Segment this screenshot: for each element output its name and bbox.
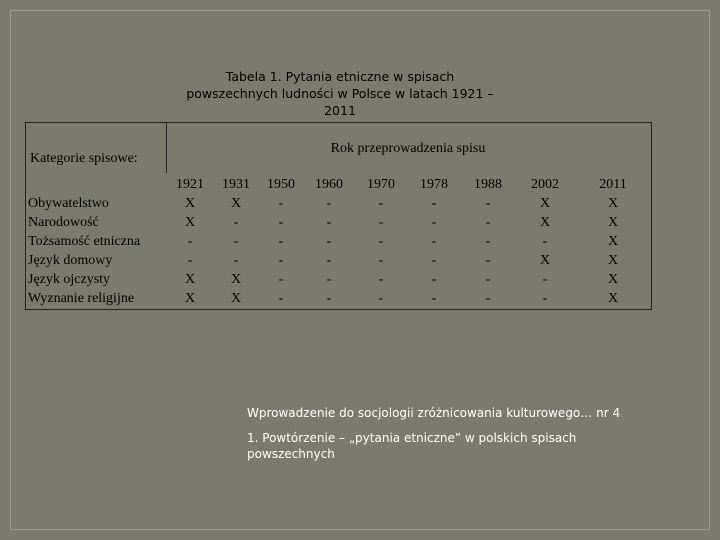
table-cell: X bbox=[230, 272, 242, 287]
year-cell: 1960 bbox=[315, 177, 343, 192]
table-cell: X bbox=[539, 196, 551, 211]
table-cell: X bbox=[607, 234, 619, 249]
table-row bbox=[26, 270, 651, 289]
table-cell: - bbox=[278, 215, 284, 230]
table-cell: - bbox=[485, 253, 491, 268]
table-cell: - bbox=[485, 215, 491, 230]
table-cell: - bbox=[278, 253, 284, 268]
year-cell: 1931 bbox=[222, 177, 250, 192]
table-cell: - bbox=[431, 291, 437, 306]
table-cell: - bbox=[378, 291, 384, 306]
table-cell: - bbox=[542, 272, 548, 287]
row-label: Tożsamość etniczna bbox=[28, 234, 141, 249]
table-cell: X bbox=[230, 196, 242, 211]
table-cell: X bbox=[184, 272, 196, 287]
table-cell: - bbox=[542, 291, 548, 306]
table-cell: - bbox=[378, 215, 384, 230]
year-cell: 1950 bbox=[267, 177, 295, 192]
table-cell: - bbox=[431, 272, 437, 287]
table-cell: X bbox=[184, 215, 196, 230]
table-cell: - bbox=[326, 196, 332, 211]
table-row bbox=[26, 194, 651, 213]
table-cell: - bbox=[542, 234, 548, 249]
year-cell: 2011 bbox=[599, 177, 627, 192]
table-cell: - bbox=[233, 215, 239, 230]
year-cell: 1921 bbox=[176, 177, 204, 192]
year-cell: 1988 bbox=[474, 177, 502, 192]
table-cell: - bbox=[378, 253, 384, 268]
table-cell: - bbox=[485, 196, 491, 211]
year-cell: 2002 bbox=[531, 177, 559, 192]
table-cell: - bbox=[485, 234, 491, 249]
table-cell: X bbox=[539, 215, 551, 230]
table-cell: X bbox=[539, 253, 551, 268]
table-cell: - bbox=[431, 234, 437, 249]
table-cell: - bbox=[187, 234, 193, 249]
year-header: Rok przeprowadzenia spisu bbox=[330, 141, 486, 156]
table-cell: X bbox=[607, 215, 619, 230]
row-label: Wyznanie religijne bbox=[28, 291, 135, 306]
table-cell: X bbox=[184, 196, 196, 211]
table-cell: - bbox=[233, 253, 239, 268]
table-cell: X bbox=[607, 291, 619, 306]
table-cell: X bbox=[607, 253, 619, 268]
table-row bbox=[26, 289, 651, 308]
census-table bbox=[25, 122, 652, 310]
year-header-row bbox=[26, 175, 651, 193]
table-cell: - bbox=[326, 272, 332, 287]
table-cell: - bbox=[278, 234, 284, 249]
table-cell: - bbox=[233, 234, 239, 249]
table-cell: - bbox=[278, 196, 284, 211]
row-label: Obywatelstwo bbox=[28, 196, 109, 211]
table-cell: - bbox=[278, 291, 284, 306]
table-cell: X bbox=[184, 291, 196, 306]
topic-footer: 1. Powtórzenie – „pytania etniczne” w polskich spisach powszechnych bbox=[247, 431, 577, 461]
category-header: Kategorie spisowe: bbox=[30, 151, 138, 166]
row-label: Narodowość bbox=[28, 215, 99, 230]
table-cell: - bbox=[431, 196, 437, 211]
course-footer: Wprowadzenie do socjologii zróżnicowania kulturowego… nr 4 bbox=[247, 406, 621, 420]
table-cell: X bbox=[607, 272, 619, 287]
table-row bbox=[26, 232, 651, 251]
table-cell: - bbox=[326, 234, 332, 249]
table-row bbox=[26, 213, 651, 232]
slide-title: Tabela 1. Pytania etniczne w spisach powszechnych ludności w Polsce w latach 1921 – 2011 bbox=[186, 69, 494, 118]
table-cell: X bbox=[230, 291, 242, 306]
year-cell: 1970 bbox=[367, 177, 395, 192]
table-cell: - bbox=[485, 272, 491, 287]
table-cell: - bbox=[378, 234, 384, 249]
table-cell: - bbox=[326, 253, 332, 268]
row-label: Język domowy bbox=[28, 253, 113, 268]
table-cell: - bbox=[485, 291, 491, 306]
table-cell: - bbox=[278, 272, 284, 287]
table-cell: - bbox=[431, 215, 437, 230]
table-row bbox=[26, 251, 651, 270]
table-cell: - bbox=[378, 272, 384, 287]
table-cell: - bbox=[431, 253, 437, 268]
table-cell: - bbox=[326, 215, 332, 230]
table-cell: - bbox=[187, 253, 193, 268]
table-cell: - bbox=[378, 196, 384, 211]
year-cell: 1978 bbox=[420, 177, 448, 192]
row-label: Język ojczysty bbox=[28, 272, 111, 287]
table-cell: X bbox=[607, 196, 619, 211]
table-cell: - bbox=[326, 291, 332, 306]
